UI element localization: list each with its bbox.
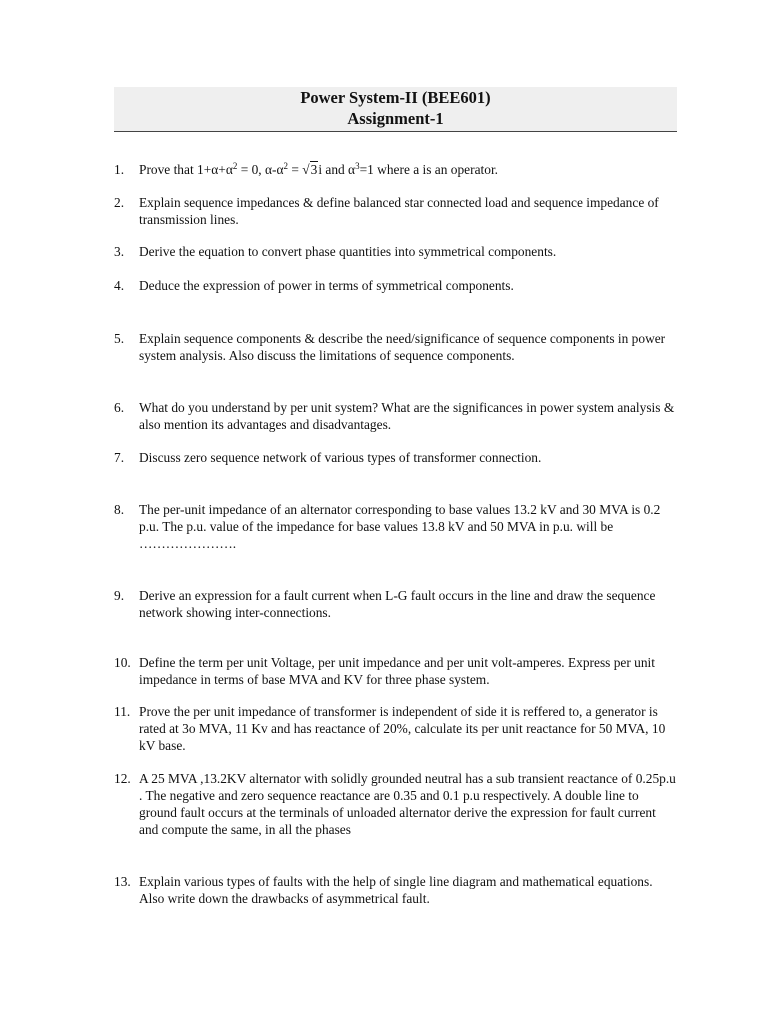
question-2 (114, 194, 677, 228)
question-8 (114, 501, 677, 552)
question-text: Derive an expression for a fault current when L-G fault occurs in the line and draw the sequence network showing inter-connections. (139, 588, 656, 620)
question-text: Prove the per unit impedance of transformer is independent of side it is reffered to, a generator is rated at 3o MVA, 11 Kv and has reactance of 20%, calculate its per unit reactance for 50 MVA, 10 kV base. (139, 704, 666, 753)
question-text: Explain sequence components & describe the need/significance of sequence components in power system analysis. Also discuss the limitations of sequence components. (139, 331, 666, 363)
question-11 (114, 703, 677, 754)
document-header (114, 87, 677, 132)
question-text: Explain various types of faults with the help of single line diagram and mathematical equations. Also write down the drawbacks of asymmetrical fault. (139, 874, 653, 906)
question-3 (114, 243, 677, 260)
question-text: A 25 MVA ,13.2KV alternator with solidly grounded neutral has a sub transient reactance of 0.25p.u . The negative and zero sequence reactance are 0.35 and 0.1 p.u respectively. A double line to ground fault occurs at the terminals of unloaded alternator derive the expression for fault current and compute the same, in all the phases (139, 771, 676, 837)
question-number: 1. (114, 162, 125, 177)
question-number: 2. (114, 195, 125, 210)
question-text: Prove that $1+\alpha+\alpha^2 = 0$, $\alpha-\alpha^2 = √3i$ and $\alpha^3=1$ where a is an operator. (139, 161, 499, 177)
question-number: 3. (114, 244, 125, 259)
question-number: 4. (114, 278, 125, 293)
question-1 (114, 161, 677, 178)
question-4 (114, 277, 677, 294)
question-12 (114, 770, 677, 838)
question-9 (114, 587, 677, 621)
page-subtitle: Assignment-1 (347, 109, 444, 128)
question-number: 13. (114, 874, 131, 889)
square-root: √3 (302, 162, 318, 177)
question-number: 10. (114, 655, 131, 670)
question-number: 9. (114, 588, 125, 603)
question-text: Deduce the expression of power in terms of symmetrical components. (139, 278, 514, 293)
question-text: Define the term per unit Voltage, per unit impedance and per unit volt-amperes. Express per unit impedance in terms of base MVA and KV for three phase system. (139, 655, 656, 687)
question-text: The per-unit impedance of an alternator corresponding to base values 13.2 kV and 30 MVA is 0.2 p.u. The p.u. value of the impedance for base values 13.8 kV and 50 MVA in p.u. will be …………………. (139, 502, 661, 551)
question-number: 8. (114, 502, 125, 517)
question-text: What do you understand by per unit system? What are the significances in power system analysis & also mention its advantages and disadvantages. (139, 400, 675, 432)
question-number: 5. (114, 331, 125, 346)
question-10 (114, 654, 677, 688)
question-13 (114, 873, 677, 907)
question-number: 6. (114, 400, 125, 415)
question-number: 7. (114, 450, 125, 465)
question-text: Explain sequence impedances & define balanced star connected load and sequence impedance of transmission lines. (139, 195, 659, 227)
page-title: Power System-II (BEE601) (300, 88, 491, 107)
question-7 (114, 449, 677, 466)
question-5 (114, 330, 677, 364)
question-text: Derive the equation to convert phase quantities into symmetrical components. (139, 244, 557, 259)
question-number: 12. (114, 771, 131, 786)
question-number: 11. (114, 704, 131, 719)
question-text: Discuss zero sequence network of various types of transformer connection. (139, 450, 542, 465)
question-6 (114, 399, 677, 433)
